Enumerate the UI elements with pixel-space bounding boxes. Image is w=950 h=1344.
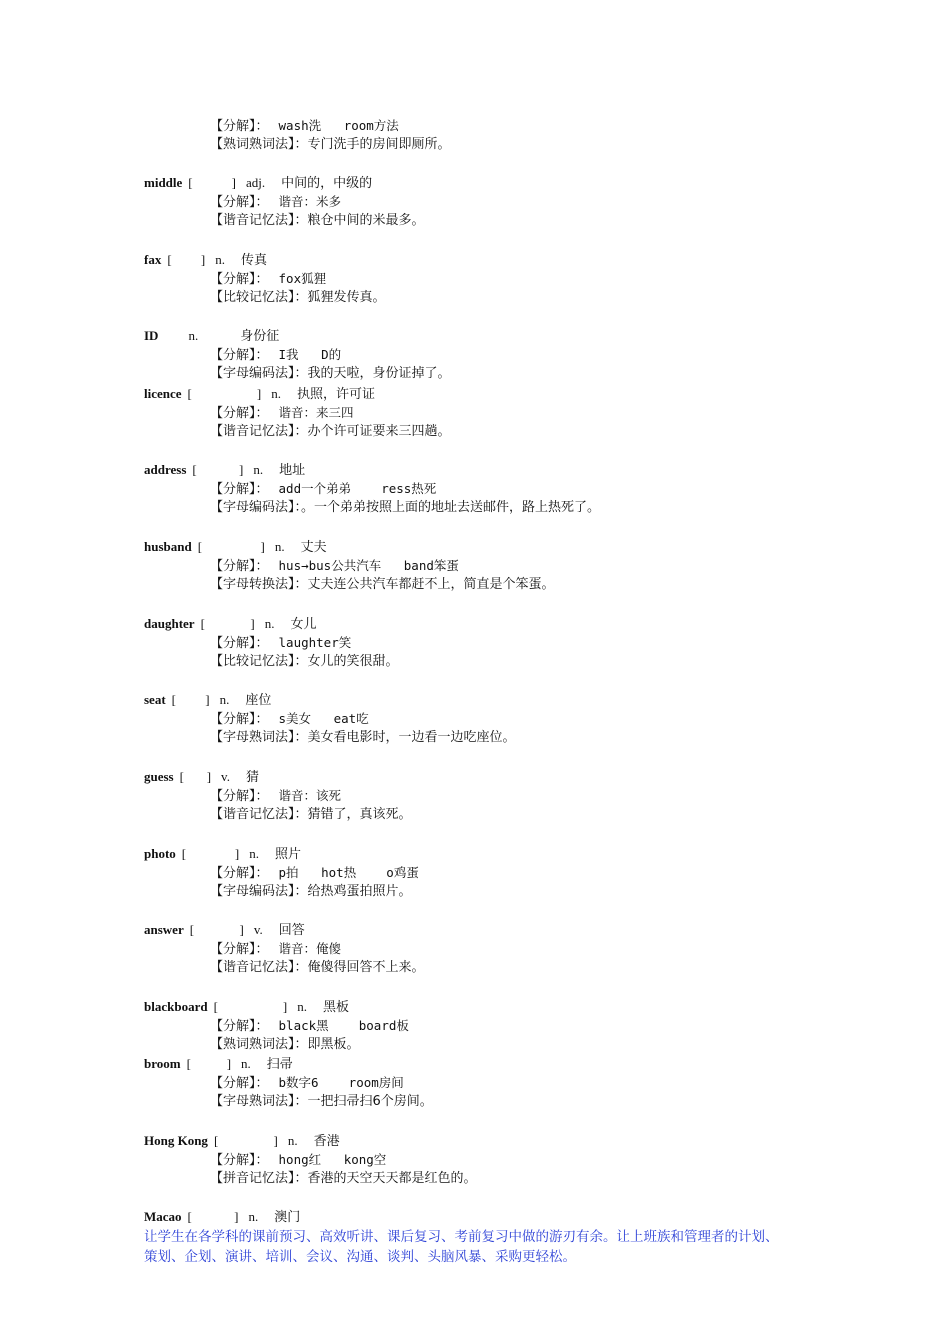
part-of-speech: adj. bbox=[245, 175, 266, 190]
vocab-note-line bbox=[210, 882, 412, 901]
headword: fax bbox=[144, 252, 162, 267]
note-text: 。一个弟弟按照上面的地址去送邮件，路上热死了。 bbox=[301, 500, 601, 515]
headword: Hong Kong bbox=[144, 1133, 208, 1148]
vocab-entry-headword bbox=[144, 326, 279, 345]
phonetic-bracket: [ ] bbox=[213, 999, 288, 1014]
vocab-note-line bbox=[210, 1035, 360, 1054]
note-text: b数字6 room房间 bbox=[278, 1075, 404, 1090]
headword: ID bbox=[144, 328, 159, 343]
note-text: 谐音：俺傻 bbox=[278, 941, 342, 956]
note-text: hong红 kong空 bbox=[278, 1152, 387, 1167]
phonetic-bracket: [ ] bbox=[186, 1056, 232, 1071]
note-text: fox狐狸 bbox=[278, 271, 327, 286]
phonetic-bracket: [ ] bbox=[200, 616, 255, 631]
vocab-entry-headword bbox=[144, 920, 305, 939]
note-text: 香港的天空天天都是红色的。 bbox=[307, 1171, 477, 1186]
note-text: hus→bus公共汽车 band笨蛋 bbox=[278, 558, 459, 573]
note-text: 猜错了，真该死。 bbox=[307, 807, 412, 822]
vocab-entry-headword bbox=[144, 767, 259, 786]
headword: Macao bbox=[144, 1209, 182, 1224]
vocab-note-line bbox=[210, 709, 369, 729]
vocab-note-line bbox=[210, 939, 341, 959]
meaning: 丈夫 bbox=[300, 539, 327, 554]
vocab-note-line bbox=[210, 269, 326, 289]
part-of-speech: n. bbox=[249, 846, 259, 861]
note-text: s美女 eat吃 bbox=[278, 711, 369, 726]
note-tag: 【分解】： bbox=[210, 1019, 269, 1034]
vocab-entry-headword bbox=[144, 1054, 293, 1073]
meaning: 回答 bbox=[278, 922, 305, 937]
note-text: 给热鸡蛋拍照片。 bbox=[307, 884, 412, 899]
vocab-note-line bbox=[210, 1073, 404, 1093]
phonetic-bracket: [ ] bbox=[213, 1133, 278, 1148]
note-text: 我的天啦，身份证掉了。 bbox=[307, 366, 451, 381]
part-of-speech: n. bbox=[188, 328, 199, 343]
vocab-note-line bbox=[210, 288, 386, 307]
meaning: 女儿 bbox=[290, 616, 317, 631]
phonetic-bracket: [ ] bbox=[181, 846, 240, 861]
vocab-entry-headword bbox=[144, 537, 327, 556]
vocab-note-line bbox=[210, 135, 451, 154]
meaning: 照片 bbox=[274, 846, 301, 861]
note-text: 美女看电影时，一边看一边吃座位。 bbox=[307, 730, 516, 745]
headword: blackboard bbox=[144, 999, 208, 1014]
note-tag: 【分解】： bbox=[210, 789, 269, 804]
vocab-entry-headword bbox=[144, 614, 317, 633]
note-tag: 【分解】： bbox=[210, 195, 269, 210]
note-text: 办个许可证要来三四趟。 bbox=[307, 424, 451, 439]
note-tag: 【分解】： bbox=[210, 866, 269, 881]
vocab-note-line bbox=[210, 863, 419, 883]
vocab-entry-headword bbox=[144, 173, 372, 192]
vocab-note-line bbox=[210, 116, 399, 136]
vocab-note-line bbox=[210, 556, 459, 576]
note-tag: 【谐音记忆法】： bbox=[210, 213, 308, 228]
note-tag: 【分解】： bbox=[210, 559, 269, 574]
part-of-speech: n. bbox=[241, 1056, 251, 1071]
meaning: 身份征 bbox=[240, 328, 280, 343]
phonetic-bracket: [ ] bbox=[167, 252, 206, 267]
note-tag: 【分解】： bbox=[210, 119, 269, 134]
phonetic-bracket: [ ] bbox=[197, 539, 265, 554]
phonetic-bracket: [ ] bbox=[187, 1209, 239, 1224]
vocab-note-line bbox=[210, 633, 351, 653]
headword: licence bbox=[144, 386, 182, 401]
part-of-speech: n. bbox=[215, 252, 226, 267]
headword: daughter bbox=[144, 616, 195, 631]
note-tag: 【谐音记忆法】： bbox=[210, 424, 308, 439]
part-of-speech: n. bbox=[253, 462, 264, 477]
note-tag: 【谐音记忆法】： bbox=[210, 807, 308, 822]
phonetic-bracket: [ ] bbox=[179, 769, 212, 784]
phonetic-bracket: [ ] bbox=[192, 462, 244, 477]
note-text: 一把扫帚扫6个房间。 bbox=[307, 1094, 433, 1109]
note-tag: 【分解】： bbox=[210, 272, 269, 287]
meaning: 黑板 bbox=[323, 999, 350, 1014]
note-tag: 【字母熟词法】： bbox=[210, 730, 308, 745]
vocab-note-line bbox=[210, 652, 399, 671]
note-text: 谐音：来三四 bbox=[278, 405, 354, 420]
note-tag: 【比较记忆法】： bbox=[210, 290, 308, 305]
meaning: 地址 bbox=[279, 462, 306, 477]
vocab-entry-headword bbox=[144, 1207, 300, 1226]
part-of-speech: n. bbox=[287, 1133, 298, 1148]
note-tag: 【分解】： bbox=[210, 406, 269, 421]
vocab-note-line bbox=[210, 958, 425, 977]
note-tag: 【分解】： bbox=[210, 1076, 269, 1091]
meaning: 中间的，中级的 bbox=[281, 175, 373, 190]
phonetic-bracket: [ ] bbox=[171, 692, 210, 707]
vocab-note-line bbox=[210, 1150, 386, 1170]
part-of-speech: n. bbox=[271, 386, 281, 401]
phonetic-bracket: [ ] bbox=[187, 386, 262, 401]
note-tag: 【熟词熟词法】： bbox=[210, 1037, 308, 1052]
note-tag: 【分解】： bbox=[210, 712, 269, 727]
part-of-speech: n. bbox=[274, 539, 285, 554]
meaning: 执照，许可证 bbox=[296, 386, 375, 401]
part-of-speech: v. bbox=[221, 769, 230, 784]
vocab-note-line bbox=[210, 345, 341, 365]
vocab-note-line bbox=[210, 498, 600, 517]
note-text: 即黑板。 bbox=[307, 1037, 360, 1052]
headword: seat bbox=[144, 692, 166, 707]
vocab-note-line bbox=[210, 805, 412, 824]
vocab-note-line bbox=[210, 575, 555, 594]
note-tag: 【字母转换法】： bbox=[210, 577, 308, 592]
vocab-note-line bbox=[210, 1169, 477, 1188]
note-text: black黑 board板 bbox=[278, 1018, 409, 1033]
meaning: 座位 bbox=[245, 692, 272, 707]
headword: husband bbox=[144, 539, 192, 554]
meaning: 扫帚 bbox=[266, 1056, 293, 1071]
note-tag: 【谐音记忆法】： bbox=[210, 960, 308, 975]
note-text: 丈夫连公共汽车都赶不上，简直是个笨蛋。 bbox=[307, 577, 555, 592]
vocab-note-line bbox=[210, 1016, 409, 1036]
note-text: 俺傻得回答不上来。 bbox=[307, 960, 425, 975]
note-tag: 【分解】： bbox=[210, 636, 269, 651]
vocab-entry-headword bbox=[144, 250, 267, 269]
note-tag: 【分解】： bbox=[210, 1153, 269, 1168]
note-tag: 【熟词熟词法】： bbox=[210, 137, 308, 152]
vocab-note-line bbox=[210, 403, 354, 423]
headword: answer bbox=[144, 922, 184, 937]
note-text: laughter笑 bbox=[278, 635, 352, 650]
note-tag: 【比较记忆法】： bbox=[210, 654, 308, 669]
meaning: 传真 bbox=[241, 252, 268, 267]
part-of-speech: n. bbox=[219, 692, 230, 707]
note-tag: 【字母编码法】： bbox=[210, 500, 302, 515]
vocab-note-line bbox=[210, 1092, 433, 1111]
headword: middle bbox=[144, 175, 183, 190]
note-text: p拍 hot热 o鸡蛋 bbox=[278, 865, 419, 880]
part-of-speech: n. bbox=[264, 616, 275, 631]
phonetic-bracket: [ ] bbox=[189, 922, 244, 937]
note-tag: 【字母编码法】： bbox=[210, 366, 308, 381]
note-text: 粮仓中间的米最多。 bbox=[307, 213, 425, 228]
vocab-entry-headword bbox=[144, 384, 375, 403]
meaning: 香港 bbox=[313, 1133, 340, 1148]
vocab-note-line bbox=[210, 786, 341, 806]
vocab-note-line bbox=[210, 211, 425, 230]
note-text: add一个弟弟 ress热死 bbox=[278, 481, 437, 496]
note-text: wash洗 room方法 bbox=[278, 118, 399, 133]
note-text: I我 D的 bbox=[278, 347, 342, 362]
vocab-note-line bbox=[210, 728, 516, 747]
note-text: 狐狸发传真。 bbox=[307, 290, 386, 305]
meaning: 猜 bbox=[245, 769, 259, 784]
vocab-note-line bbox=[210, 479, 436, 499]
note-text: 谐音：米多 bbox=[278, 194, 342, 209]
vocab-note-line bbox=[210, 364, 451, 383]
vocab-entry-headword bbox=[144, 844, 301, 863]
note-text: 谐音：该死 bbox=[278, 788, 342, 803]
vocab-note-line bbox=[210, 192, 341, 212]
note-tag: 【字母编码法】： bbox=[210, 884, 308, 899]
headword: photo bbox=[144, 846, 176, 861]
meaning: 澳门 bbox=[274, 1209, 301, 1224]
note-text: 专门洗手的房间即厕所。 bbox=[307, 137, 451, 152]
vocab-entry-headword bbox=[144, 997, 349, 1016]
vocab-entry-headword bbox=[144, 690, 271, 709]
vocab-entry-headword bbox=[144, 1131, 340, 1150]
note-tag: 【字母熟词法】： bbox=[210, 1094, 308, 1109]
note-text: 女儿的笑很甜。 bbox=[307, 654, 399, 669]
vocab-entry-headword bbox=[144, 460, 305, 479]
vocab-note-line bbox=[210, 422, 451, 441]
note-tag: 【分解】： bbox=[210, 942, 269, 957]
headword: broom bbox=[144, 1056, 181, 1071]
phonetic-bracket: [ ] bbox=[188, 175, 236, 190]
headword: guess bbox=[144, 769, 174, 784]
note-tag: 【拼音记忆法】： bbox=[210, 1171, 308, 1186]
part-of-speech: n. bbox=[248, 1209, 259, 1224]
note-tag: 【分解】： bbox=[210, 348, 269, 363]
part-of-speech: v. bbox=[253, 922, 263, 937]
note-tag: 【分解】： bbox=[210, 482, 269, 497]
promo-text: 让学生在各学科的课前预习、高效听讲、课后复习、考前复习中做的游刃有余。让上班族和管理者的计划、策划、企划、演讲、培训、会议、沟通、谈判、头脑风暴、采购更轻松。 bbox=[144, 1229, 779, 1265]
part-of-speech: n. bbox=[297, 999, 307, 1014]
headword: address bbox=[144, 462, 187, 477]
